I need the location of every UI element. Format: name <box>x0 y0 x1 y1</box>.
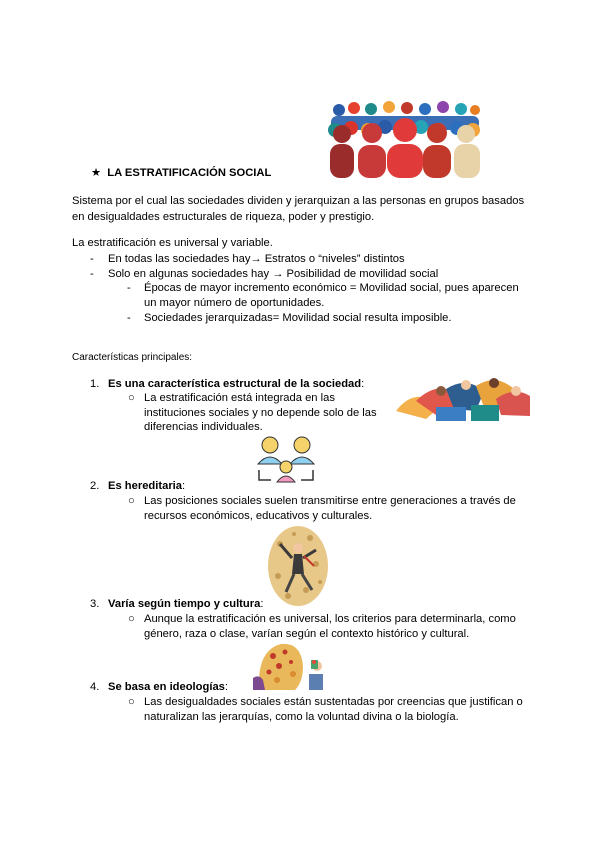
crowd-illustration <box>327 100 481 178</box>
characteristic-text: diferencias individuales. <box>144 421 263 433</box>
page-title: LA ESTRATIFICACIÓN SOCIAL <box>107 167 272 179</box>
characteristic-title: Se basa en ideologías <box>108 681 225 693</box>
characteristic-3: Varía según tiempo y cultura: <box>108 598 264 610</box>
star-icon: ★ <box>91 167 102 179</box>
head-illustration <box>253 640 329 690</box>
definition-line-1: Sistema por el cual las sociedades dividen y jerarquizan a las personas en grupos basados <box>72 195 525 207</box>
list-item: Solo en algunas sociedades hay → Posibilidad de movilidad social <box>108 268 439 280</box>
section-heading <box>91 166 271 181</box>
item-number: 3. <box>90 598 100 610</box>
definition-line-2: en desigualdades estructurales de riqueza, poder y prestigio. <box>72 211 375 223</box>
sublist-item-marker: - <box>127 282 131 294</box>
characteristic-4: Se basa en ideologías: <box>108 681 228 693</box>
characteristic-text: La estratificación está integrada en las <box>144 392 335 404</box>
characteristic-text: naturalizan las jerarquías, como la voluntad divina o la biología. <box>144 711 459 723</box>
characteristic-text: Las desigualdades sociales están sustentadas por creencias que justifican o <box>144 696 523 708</box>
bullet-icon: ○ <box>128 696 135 708</box>
characteristic-title: Es una característica estructural de la sociedad <box>108 378 362 390</box>
characteristics-title: Características principales: <box>72 352 193 363</box>
characteristic-text: recursos económicos, educativos y culturales. <box>144 510 373 522</box>
characteristic-2: Es hereditaria: <box>108 480 186 492</box>
characteristic-text: Aunque la estratificación es universal, los criterios para determinarla, como <box>144 613 516 625</box>
list-item-marker: - <box>90 268 94 280</box>
characteristic-text: género, raza o clase, varían según el contexto histórico y cultural. <box>144 628 470 640</box>
hands-illustration <box>396 371 530 427</box>
characteristic-1: Es una característica estructural de la sociedad: <box>108 378 365 390</box>
characteristic-title: Varía según tiempo y cultura <box>108 598 261 610</box>
list-item: En todas las sociedades hay→ Estratos o “niveles” distintos <box>108 253 405 265</box>
bullet-icon: ○ <box>128 495 135 507</box>
bullet-icon: ○ <box>128 613 135 625</box>
characteristic-text: instituciones sociales y no depende solo de las <box>144 407 377 419</box>
item-number: 2. <box>90 480 100 492</box>
sublist-item: Sociedades jerarquizadas= Movilidad social resulta imposible. <box>144 312 452 324</box>
characteristic-title: Es hereditaria <box>108 480 182 492</box>
bullet-icon: ○ <box>128 392 135 404</box>
family-icon <box>253 434 319 484</box>
list-item-marker: - <box>90 253 94 265</box>
item-number: 4. <box>90 681 100 693</box>
climber-illustration <box>266 524 330 608</box>
characteristic-text: Las posiciones sociales suelen transmitirse entre generaciones a través de <box>144 495 516 507</box>
sublist-item: Épocas de mayor incremento económico = Movilidad social, pues aparecen <box>144 282 519 294</box>
item-number: 1. <box>90 378 100 390</box>
sublist-item: un mayor número de oportunidades. <box>144 297 325 309</box>
sublist-item-marker: - <box>127 312 131 324</box>
universal-intro: La estratificación es universal y variable. <box>72 237 273 249</box>
